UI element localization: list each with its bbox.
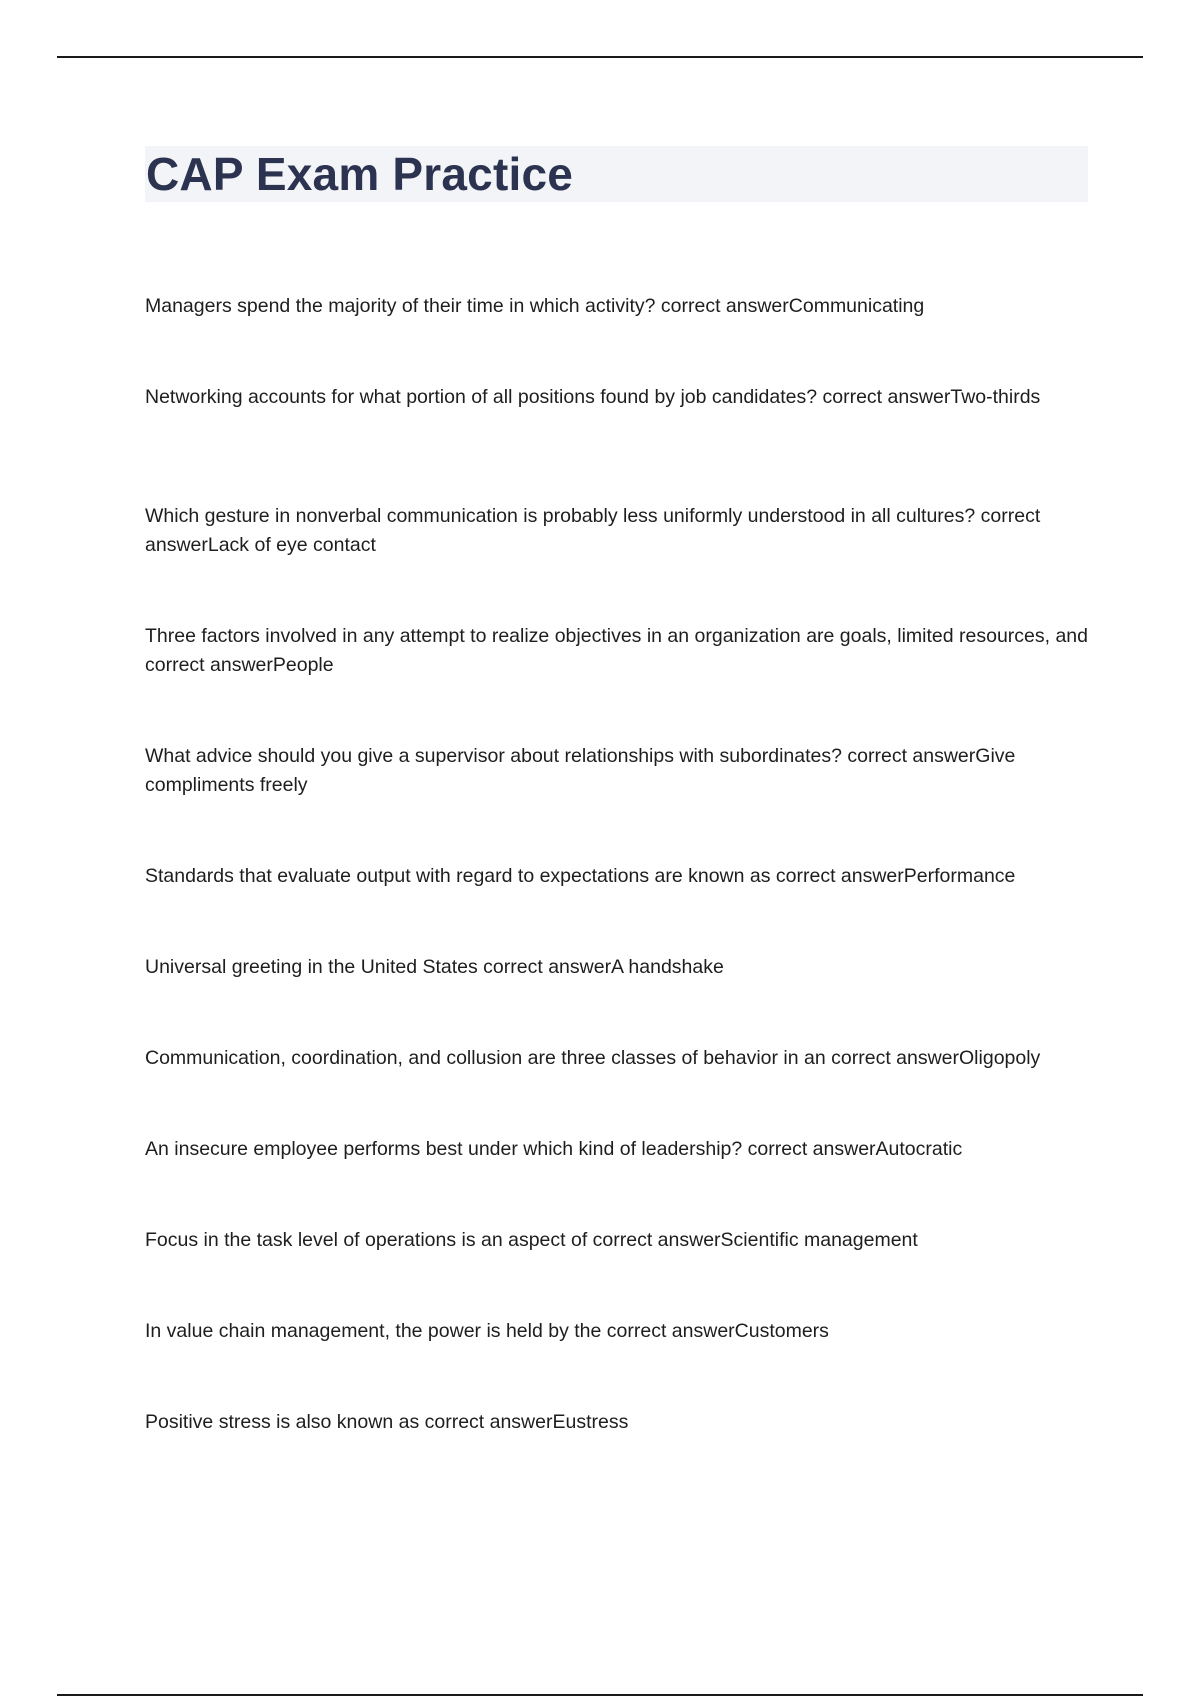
qa-item: Which gesture in nonverbal communication is probably less uniformly understood in all cultures? correct answerLack of eye contact — [145, 505, 1041, 556]
qa-item: Focus in the task level of operations is an aspect of correct answerScientific management — [145, 1229, 918, 1251]
qa-item: Managers spend the majority of their time in which activity? correct answerCommunicating — [145, 295, 925, 317]
qa-item: An insecure employee performs best under which kind of leadership? correct answerAutocratic — [145, 1138, 963, 1160]
qa-item: What advice should you give a supervisor about relationships with subordinates? correct answerGive compliments freely — [145, 745, 1016, 796]
header-rule — [57, 56, 1143, 58]
qa-item: Positive stress is also known as correct answerEustress — [145, 1411, 629, 1433]
footer-rule — [57, 1694, 1143, 1696]
qa-item: Standards that evaluate output with regard to expectations are known as correct answerPerformance — [145, 865, 1016, 887]
qa-item: Networking accounts for what portion of all positions found by job candidates? correct answerTwo-thirds — [145, 386, 1041, 408]
qa-item: Communication, coordination, and collusion are three classes of behavior in an correct answerOligopoly — [145, 1047, 1041, 1069]
qa-item: In value chain management, the power is held by the correct answerCustomers — [145, 1320, 829, 1342]
page-title: CAP Exam Practice — [146, 148, 574, 200]
qa-item: Three factors involved in any attempt to realize objectives in an organization are goals, limited resources, and correct answerPeople — [145, 625, 1088, 676]
qa-item: Universal greeting in the United States correct answerA handshake — [145, 956, 724, 978]
